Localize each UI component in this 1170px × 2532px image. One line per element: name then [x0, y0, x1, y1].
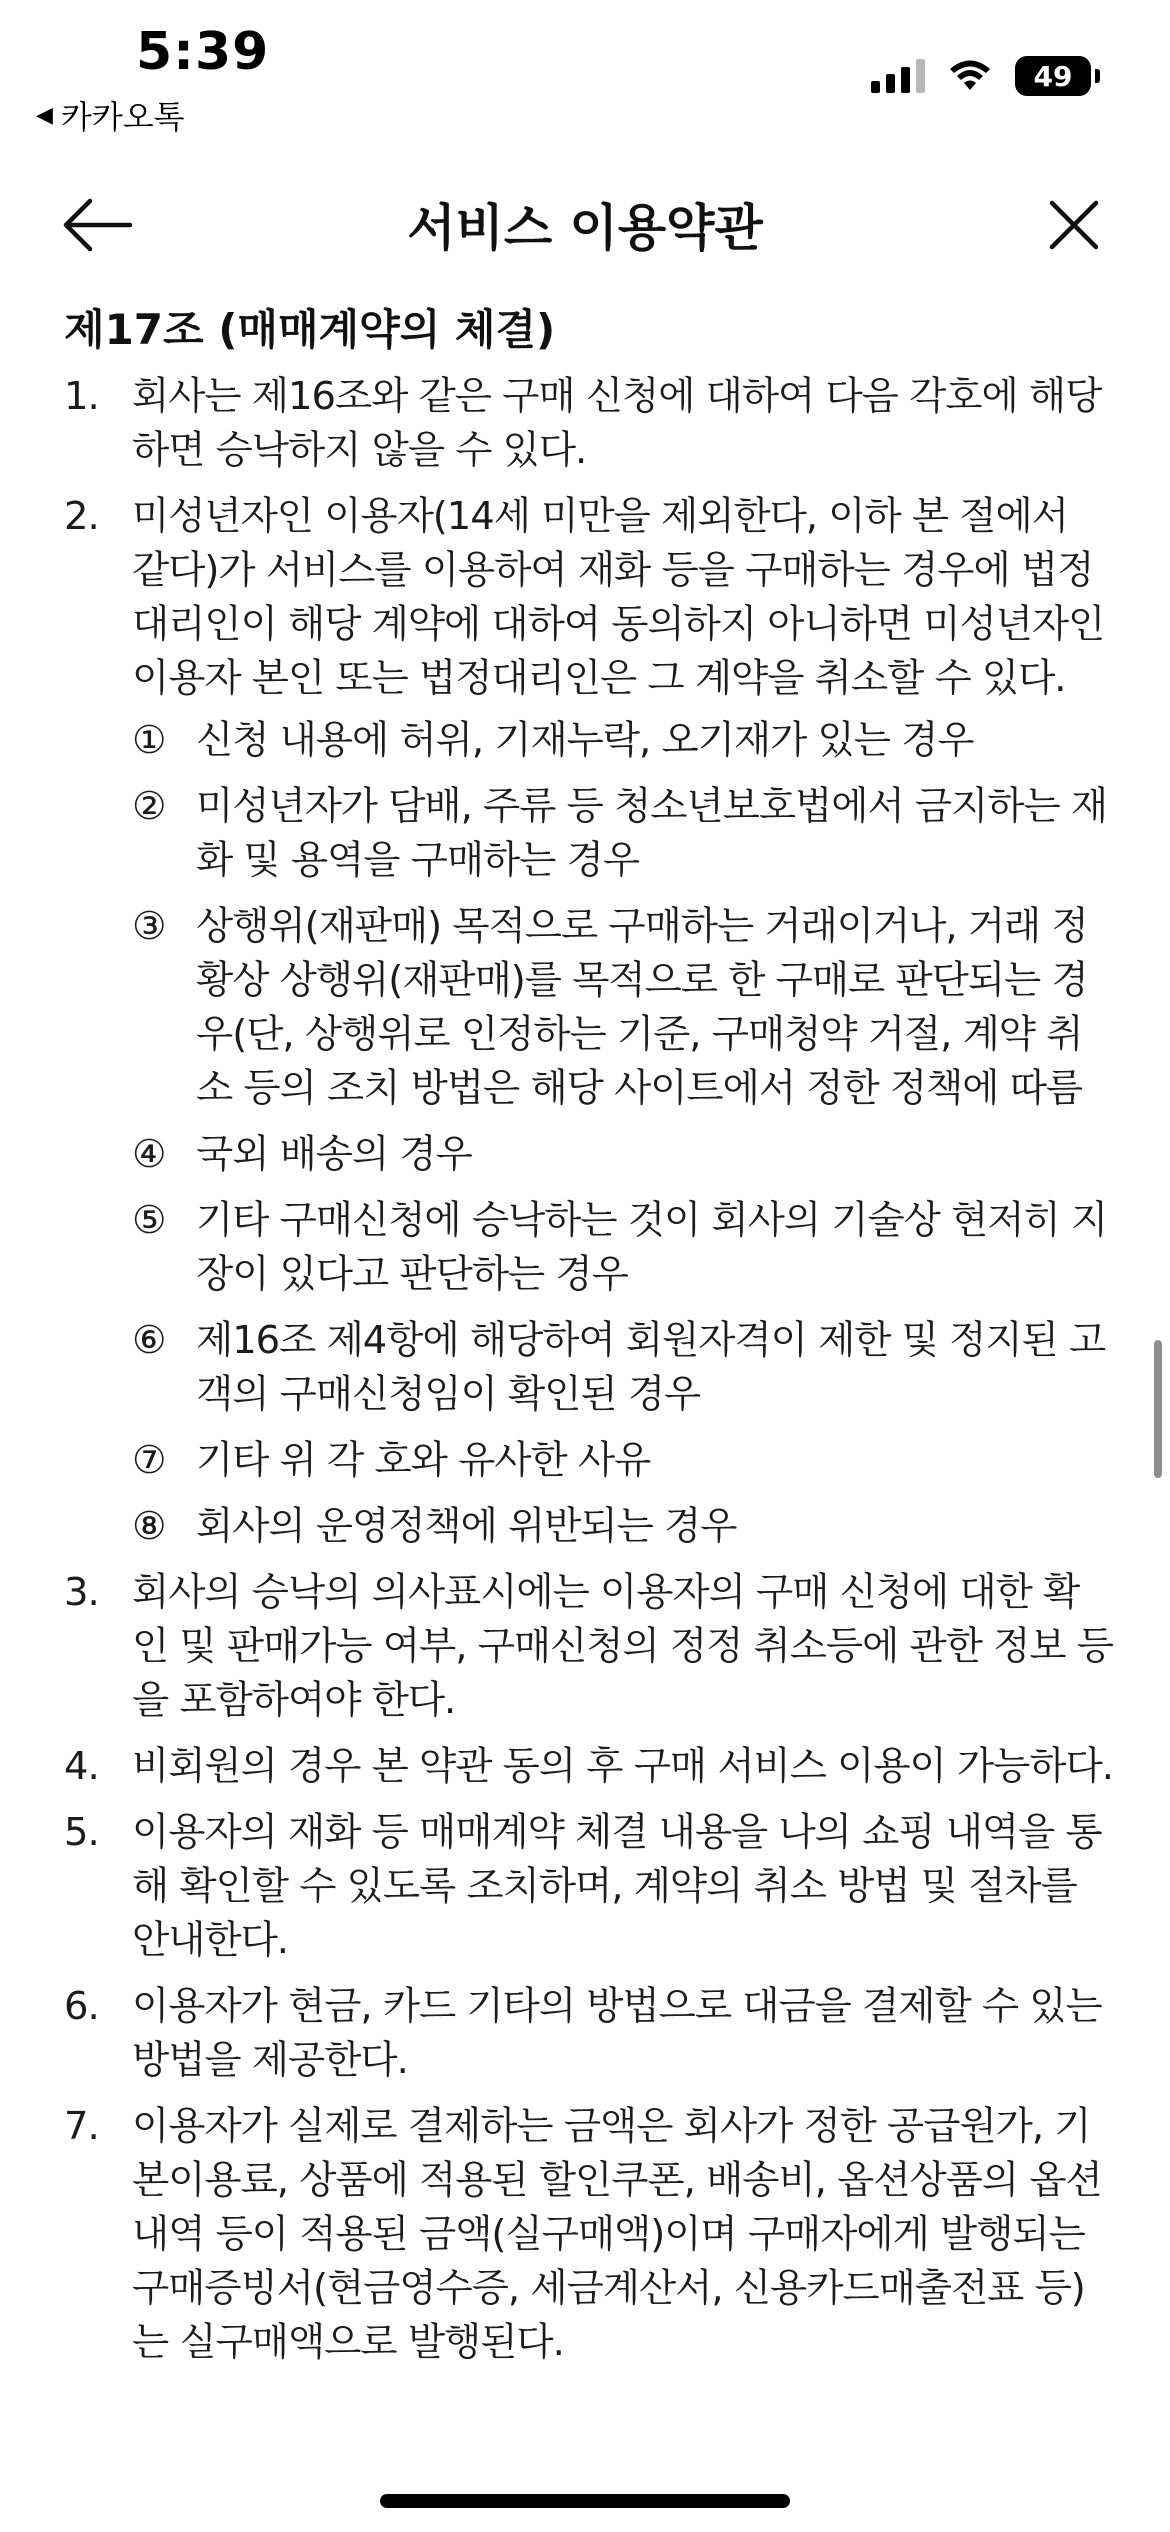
list-item	[64, 370, 1114, 478]
sub-item-number: ⑧	[132, 1504, 166, 1549]
item-text: 이용자가 실제로 결제하는 금액은 회사가 정한 공급원가, 기본이용료, 상품에 적용된 할인쿠폰, 배송비, 옵션상품의 옵션내역 등이 적용된 금액(실구매액)이며 구매자에게 발행되는 구매증빙서(현금영수증, 세금계산서, 신용카드매출전표 등)는 실구매액으로 발행된다.	[132, 2104, 1102, 2365]
list-item	[64, 1980, 1114, 2088]
sub-item	[132, 1500, 1114, 1554]
sub-item	[132, 714, 1114, 768]
article-title: 제17조 (매매계약의 체결)	[64, 305, 556, 354]
sub-item-number: ②	[132, 784, 166, 829]
battery-icon	[1015, 56, 1100, 96]
sub-item-number: ⑦	[132, 1438, 166, 1483]
close-button[interactable]	[1046, 197, 1102, 253]
sub-item	[132, 1194, 1114, 1302]
item-text: 회사의 승낙의 의사표시에는 이용자의 구매 신청에 대한 확인 및 판매가능 여부, 구매신청의 정정 취소등에 관한 정보 등을 포함하여야 한다.	[132, 1570, 1113, 1723]
item-number: 6.	[64, 1984, 99, 2029]
status-icons	[871, 56, 1100, 96]
item-text: 회사는 제16조와 같은 구매 신청에 대하여 다음 각호에 해당하면 승낙하지 않을 수 있다.	[132, 374, 1102, 473]
terms-list	[64, 370, 1114, 2370]
back-to-app-link[interactable]	[36, 92, 185, 138]
sub-item-number: ⑥	[132, 1318, 166, 1363]
list-item	[64, 1806, 1114, 1968]
home-indicator[interactable]	[380, 2494, 790, 2508]
item-number: 1.	[64, 374, 99, 419]
sub-item-text: 국외 배송의 경우	[196, 1132, 472, 1177]
sub-item	[132, 1314, 1114, 1422]
status-time: 5:39	[136, 22, 270, 82]
item-number: 3.	[64, 1570, 99, 1615]
sub-item	[132, 1128, 1114, 1182]
sub-item-number: ①	[132, 718, 166, 763]
cellular-signal-icon	[871, 59, 925, 93]
battery-level: 49	[1015, 56, 1091, 96]
item-number: 2.	[64, 494, 99, 539]
item-text: 이용자의 재화 등 매매계약 체결 내용을 나의 쇼핑 내역을 통해 확인할 수 있도록 조치하며, 계약의 취소 방법 및 절차를 안내한다.	[132, 1810, 1102, 1963]
item-text: 이용자가 현금, 카드 기타의 방법으로 대금을 결제할 수 있는 방법을 제공한다.	[132, 1984, 1102, 2083]
sub-item-text: 미성년자가 담배, 주류 등 청소년보호법에서 금지하는 재화 및 용역을 구매하는 경우	[196, 784, 1108, 883]
scrollbar[interactable]	[1154, 1340, 1162, 1478]
list-item-with-sublist	[64, 490, 1114, 1554]
sub-item	[132, 780, 1114, 888]
item-text: 비회원의 경우 본 약관 동의 후 구매 서비스 이용이 가능하다.	[132, 1744, 1113, 1789]
wifi-icon	[947, 59, 993, 93]
sub-item-number: ③	[132, 904, 166, 949]
sub-list	[64, 714, 1114, 1554]
sub-item-text: 제16조 제4항에 해당하여 회원자격이 제한 및 정지된 고객의 구매신청임이 확인된 경우	[196, 1318, 1106, 1417]
status-bar	[0, 0, 1170, 140]
page-header	[0, 170, 1170, 280]
sub-item-text: 신청 내용에 허위, 기재누락, 오기재가 있는 경우	[196, 718, 974, 763]
list-item	[64, 1740, 1114, 1794]
sub-item-text: 상행위(재판매) 목적으로 구매하는 거래이거나, 거래 정황상 상행위(재판매)를 목적으로 한 구매로 판단되는 경우(단, 상행위로 인정하는 기준, 구매청약 거절, 계약 취소 등의 조치 방법은 해당 사이트에서 정한 정책에 따름	[196, 904, 1088, 1111]
back-app-label: 카카오톡	[60, 98, 185, 136]
list-item	[64, 490, 1114, 706]
sub-item-number: ⑤	[132, 1198, 166, 1243]
page-title: 서비스 이용약관	[407, 199, 763, 257]
sub-item	[132, 1434, 1114, 1488]
sub-item-number: ④	[132, 1132, 166, 1177]
list-item	[64, 2100, 1114, 2370]
list-item	[64, 1566, 1114, 1728]
sub-item-text: 회사의 운영정책에 위반되는 경우	[196, 1504, 737, 1549]
close-icon	[1046, 197, 1102, 253]
sub-item-text: 기타 구매신청에 승낙하는 것이 회사의 기술상 현저히 지장이 있다고 판단하는 경우	[196, 1198, 1108, 1297]
back-triangle-icon: ◀	[36, 102, 53, 128]
item-number: 5.	[64, 1810, 99, 1855]
sub-item	[132, 900, 1114, 1116]
sub-item-text: 기타 위 각 호와 유사한 사유	[196, 1438, 651, 1483]
item-text: 미성년자인 이용자(14세 미만을 제외한다, 이하 본 절에서 같다)가 서비스를 이용하여 재화 등을 구매하는 경우에 법정대리인이 해당 계약에 대하여 동의하지 아니하면 미성년자인 이용자 본인 또는 법정대리인은 그 계약을 취소할 수 있다.	[132, 494, 1105, 701]
terms-content	[64, 300, 1114, 2382]
item-number: 4.	[64, 1744, 99, 1789]
item-number: 7.	[64, 2104, 99, 2149]
